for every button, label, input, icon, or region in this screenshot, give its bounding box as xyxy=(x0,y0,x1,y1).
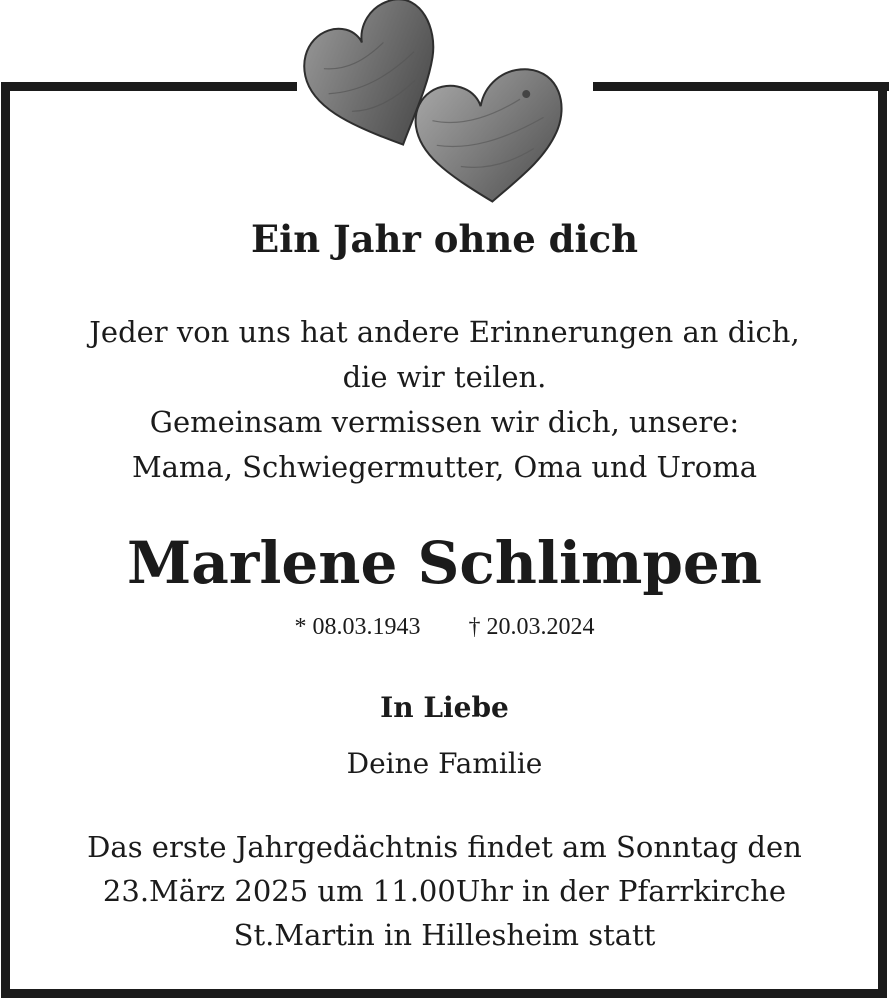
death-date: † 20.03.2024 xyxy=(468,614,595,640)
poem-line: Jeder von uns hat andere Erinnerungen an dich, xyxy=(89,315,800,349)
life-dates xyxy=(0,607,889,647)
two-wooden-hearts-icon xyxy=(300,0,590,205)
poem-line: die wir teilen. xyxy=(342,360,547,394)
poem-line: Gemeinsam vermissen wir dich, unsere: xyxy=(149,405,740,439)
notice-line: St.Martin in Hillesheim statt xyxy=(233,918,656,952)
memorial-notice xyxy=(0,825,889,957)
poem-line: Mama, Schwiegermutter, Oma und Uroma xyxy=(131,450,758,484)
deceased-name: Marlene Schlimpen xyxy=(127,529,762,597)
page-title: Ein Jahr ohne dich xyxy=(250,217,639,261)
birth-date: * 08.03.1943 xyxy=(294,614,421,640)
notice-line: 23.März 2025 um 11.00Uhr in der Pfarrkirche xyxy=(102,874,787,908)
notice-line: Das erste Jahrgedächtnis findet am Sonntag den xyxy=(87,830,802,864)
closing-family: Deine Familie xyxy=(346,747,543,780)
poem-text xyxy=(0,310,889,490)
closing-love: In Liebe xyxy=(380,691,509,724)
heart-right xyxy=(409,63,576,205)
frame-top-right xyxy=(593,82,889,91)
frame-top-left xyxy=(1,82,297,91)
frame-bottom xyxy=(1,989,887,998)
